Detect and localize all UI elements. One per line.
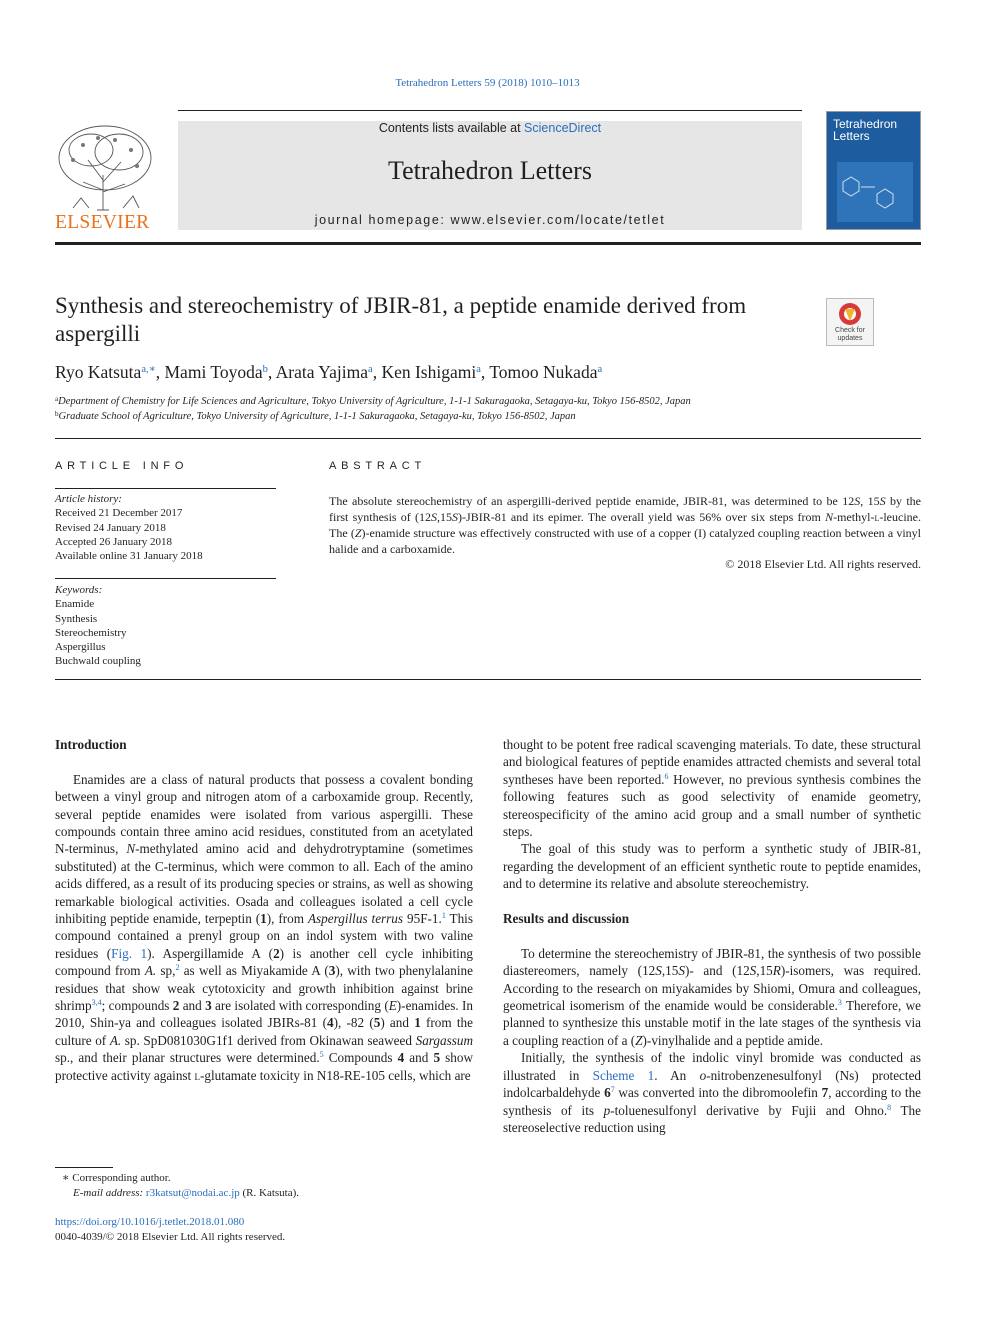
author-sup[interactable]: a [476,364,481,375]
journal-name: Tetrahedron Letters [388,156,592,185]
author[interactable] [276,362,373,382]
crossmark-label: Check for updates [835,327,865,342]
figure-link[interactable]: Fig. 1 [111,945,148,961]
author-name: Mami Toyoda [164,362,263,382]
history-label: Article history: [55,493,122,505]
ref-link[interactable]: 8 [887,1102,892,1112]
author-sep: , [155,362,165,382]
ref-link[interactable]: 5 [319,1050,324,1060]
corresponding-author-note: ∗ Corresponding author. [62,1172,171,1184]
author-name: Ken Ishigami [381,362,477,382]
paragraph: To determine the stereochemistry of JBIR-81, the synthesis of two possible diastereomers, namely (12S,15S)- and (12S,15R)-isomers, was required. According to the research on miyakamides by Shiomi, Omura and colleagues, geometrical isomerism of the enamide would be considerable.$^3$ Therefore, we planned to synthesize this unstable motif in the late stages of the synthesis via a coupling reaction of a (Z)-vinylhalide and a peptide amide. [503,945,921,1048]
keywords-rule [55,578,276,579]
abstract-copyright: © 2018 Elsevier Ltd. All rights reserved. [725,557,921,571]
author-sep: , [480,362,490,382]
article-history [55,492,276,563]
cover-title-2: Letters [833,129,870,143]
ref-link[interactable]: 3 [837,998,842,1008]
header-thick-rule [55,242,921,245]
abstract-heading: ABSTRACT [329,460,427,472]
author[interactable] [381,362,480,382]
journal-cover[interactable] [826,111,921,230]
history-item: Available online 31 January 2018 [55,550,203,563]
ref-link[interactable]: 1 [441,911,446,921]
affil-text: Department of Chemistry for Life Sciences and Agriculture, Tokyo University of Agriculture, 1-1-1 Sakuragaoka, Setagaya-ku, Tokyo 156-8502, Japan [58,396,691,407]
article-info-heading: ARTICLE INFO [55,460,189,472]
homepage-line [178,213,802,227]
affiliation-a [55,395,691,407]
author-name: Tomoo Nukada [489,362,598,382]
elsevier-wordmark: ELSEVIER [55,212,150,233]
body-rule [55,679,921,680]
affil-mark: a [55,395,59,403]
affiliation-b [55,410,576,422]
ref-link[interactable]: 3,4 [91,998,102,1008]
author[interactable] [165,362,268,382]
cover-art-icon [837,162,913,222]
homepage-url[interactable]: www.elsevier.com/locate/tetlet [450,213,666,227]
journal-reference[interactable]: Tetrahedron Letters 59 (2018) 1010–1013 [395,77,580,89]
crossmark-badge[interactable] [826,298,874,346]
affiliation-rule [55,438,921,439]
footnote-rule [55,1167,113,1168]
body-left-column [55,736,473,1084]
ref-link[interactable]: 6 [664,771,669,781]
author[interactable] [489,362,602,382]
top-rule [178,110,802,111]
sciencedirect-link[interactable]: ScienceDirect [524,121,602,135]
author-name: Arata Yajima [275,362,369,382]
contents-line [178,121,802,135]
author-sup[interactable]: a [597,364,603,375]
issn-line: 0040-4039/© 2018 Elsevier Ltd. All rights reserved. [55,1231,286,1243]
author-sep: , [267,362,276,382]
keywords-label: Keywords: [55,584,103,596]
contents-prefix: Contents lists available at [378,121,525,135]
cover-title-1: Tetrahedron [833,117,898,131]
author-sep: , [372,362,382,382]
keyword: Synthesis [55,612,98,625]
affil-mark: b [55,410,59,418]
article-title: Synthesis and stereochemistry of JBIR-81, a peptide enamide derived from aspergilli [55,293,747,346]
author-name: Ryo Katsuta [55,362,142,382]
paragraph: thought to be potent free radical scavenging materials. To date, these structural and biological features of peptide enamides attracted chemists and several total syntheses have been reported.$^6$ However, no previous synthesis combines the following features such as good selectivity of enamide geometry, stereospecificity of the amino acid group and a small number of synthetic steps. [503,737,921,840]
keyword: Aspergillus [55,641,106,654]
cover-title [833,118,919,142]
keyword: Enamide [55,598,95,611]
paragraph: The goal of this study was to perform a synthetic study of JBIR-81, regarding the development of an efficient synthetic route to peptide enamides, and to determine its relative and absolute stereochemistry. [503,841,921,892]
scheme-link[interactable]: Scheme 1 [592,1067,655,1083]
results-heading: Results and discussion [503,911,630,927]
intro-paragraph: Enamides are a class of natural products that possess a covalent bonding between a vinyl group and nitrogen atom of a carboxamide group. Recently, several peptide enamides were isolated from various aspergilli. These compounds contain three amino acid residues, constituted from an acetylated N-terminus, N-methylated amino acid and dehydrotryptamine (sometimes substituted) at the C-terminus, which were common to all. Each of the amino acids differed, as a result of its producing species or strains, as well as showing remarkable biological activities. Osada and colleagues isolated a cell cycle inhibiting peptide enamide, terpeptin (1), from Aspergillus terrus 95F-1.$^1$ This compound contained a prenyl group on an indol system with two valine residues (Fig. 1). Aspergillamide A (2) is another cell cycle inhibiting compound from A. sp,$^2$ as well as Miyakamide A (3), with two phenylalanine residues that show weak cytotoxicity and growth inhibition against brine shrimp$^{3,4}$; compounds 2 and 3 are isolated with corresponding (E)-enamides. In 2010, Shin-ya and colleagues isolated JBIRs-81 (4), -82 (5) and 1 from the culture of A. sp. SpD081030G1f1 derived from Okinawan seaweed Sargassum sp., and their planar structures were determined.$^5$ Compounds 4 and 5 show protective activity against l-glutamate toxicity in N18-RE-105 cells, which are [55,771,474,1083]
author-list [55,362,602,383]
author-sup[interactable]: b [262,364,268,375]
article-info-rule [55,488,276,489]
history-item: Accepted 26 January 2018 [55,535,172,548]
paragraph: Initially, the synthesis of the indolic vinyl bromide was conducted as illustrated in Scheme 1. An o-nitrobenzenesulfonyl (Ns) protected indolcarbaldehyde $6^7$ was converted into the dibromoolefin 7, according to the synthesis of its p-toluenesulfonyl derivative by Fujii and Ohno.$^8$ The stereoselective reduction using [503,1050,922,1135]
introduction-heading: Introduction [55,737,127,752]
affil-text: Graduate School of Agriculture, Tokyo University of Agriculture, 1-1-1 Sakuragaoka, Setagaya-ku, Tokyo 156-8502, Japan [58,411,576,422]
doi-link[interactable]: https://doi.org/10.1016/j.tetlet.2018.01.080 [55,1216,245,1228]
keyword: Buchwald coupling [55,655,141,668]
author-sup[interactable]: a [368,364,373,375]
abstract-text: The absolute stereochemistry of an aspergilli-derived peptide enamide, JBIR-81, was determined to be 12S, 15S by the first synthesis of (12S,15S)-JBIR-81 and its epimer. The overall yield was 56% over six steps from N-methyl-l-leucine. The (Z)-enamide structure was effectively constructed with use of a copper (I) catalyzed coupling reaction between a vinyl halide and a carboxamide. [329,494,922,556]
history-item: Received 21 December 2017 [55,507,183,520]
email-note: E-mail address: r3katsut@nodai.ac.jp (R. Katsuta). [73,1187,300,1199]
author-sup[interactable]: a,∗ [141,364,156,375]
homepage-prefix: journal homepage: [314,213,451,227]
ref-link[interactable]: 2 [175,963,180,973]
body-right-column [503,736,921,1136]
footnotes [55,1171,473,1201]
keywords [55,583,276,669]
email-link[interactable]: r3katsut@nodai.ac.jp [145,1187,240,1199]
author[interactable] [55,362,156,382]
history-item: Revised 24 January 2018 [55,521,166,534]
keyword: Stereochemistry [55,626,127,639]
ref-link[interactable]: 7 [610,1085,615,1095]
